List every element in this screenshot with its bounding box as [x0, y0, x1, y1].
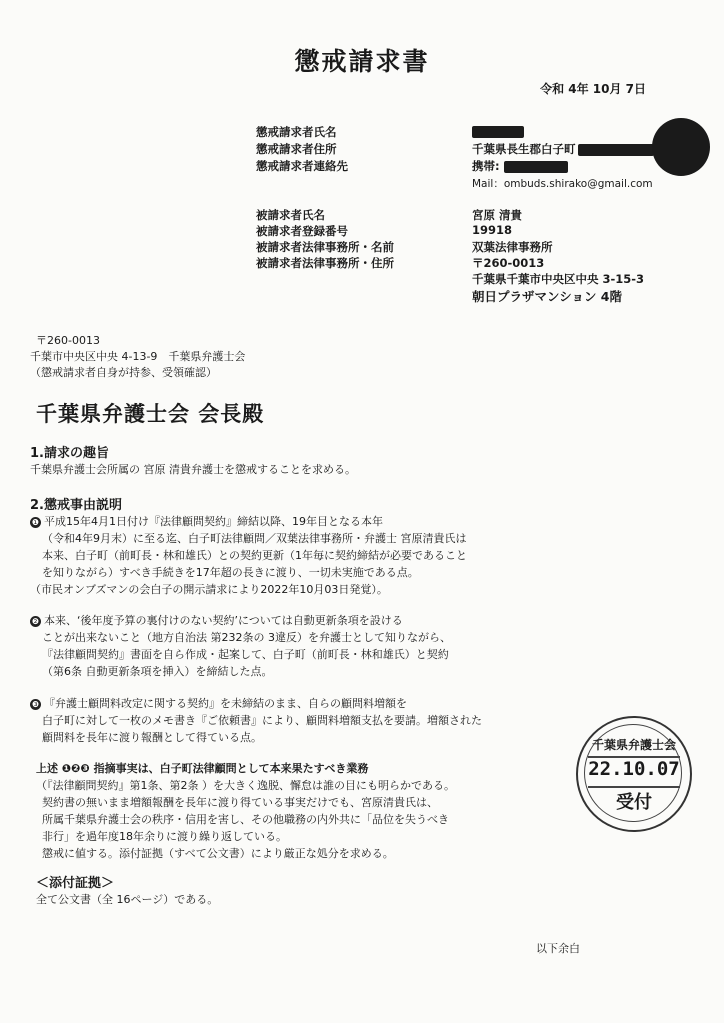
respondent-addr-value: 千葉県千葉市中央区中央 3-15-3	[472, 272, 645, 286]
recipient-note: （懲戒請求者自身が持参、受領確認）	[30, 366, 217, 379]
point1-marker: ❶	[31, 517, 40, 527]
respondent-office-addr-label: 被請求者法律事務所・住所	[256, 256, 394, 270]
stamp-date: 22.10.07	[588, 758, 680, 780]
document-date: 令和 4年 10月 7日	[540, 82, 646, 96]
point1-line1: ❶ 平成15年4月1日付け『法律顧問契約』締結以降、19年目となる本年	[31, 515, 383, 528]
requester-name-redacted	[472, 124, 524, 138]
requester-address-value: 千葉県長生郡白子町	[472, 141, 654, 157]
respondent-name-value: 宮原 清貴	[472, 208, 523, 222]
point2-line4: （第6条 自動更新条項を挿入）を締結した点。	[42, 665, 273, 678]
respondent-reg-value: 19918	[472, 223, 513, 237]
document-title: 懲戒請求書	[294, 47, 430, 76]
respondent-name-label: 被請求者氏名	[256, 208, 325, 222]
point2-line3: 『法律顧問契約』書面を自ら作成・起案して、白子町（前町長・林和雄氏）と契約	[42, 648, 449, 661]
stamp-received: 受付	[616, 792, 652, 813]
section1-body: 千葉県弁護士会所属の 宮原 清貴弁護士を懲戒することを求める。	[30, 463, 356, 476]
stamp-org: 千葉県弁護士会	[591, 738, 676, 752]
summary-line4: 所属千葉県弁護士会の秩序・信用を害し、その他職務の内外共に「品位を失うべき	[42, 813, 449, 826]
point1-line5: （市民オンブズマンの会白子の開示請求により2022年10月03日発覚）。	[30, 583, 388, 596]
requester-address-label: 懲戒請求者住所	[256, 142, 337, 156]
attachment-title: ＜添付証拠＞	[36, 876, 115, 891]
section1-title: 1.請求の趣旨	[30, 446, 109, 461]
respondent-zip-value: 〒260-0013	[472, 256, 545, 270]
point1-line3: 本来、白子町（前町長・林和雄氏）との契約更新（1年毎に契約締結が必要であること	[42, 549, 467, 562]
recipient-heading: 千葉県弁護士会 会長殿	[36, 402, 265, 426]
recipient-zip: 〒260-0013	[36, 334, 100, 347]
point3-line1: ❸ 『弁護士顧問料改定に関する契約』を未締結のまま、自らの顧問料増額を	[31, 697, 407, 710]
summary-line6: 懲戒に値する。添付証拠（すべて公文書）により厳正な処分を求める。	[42, 847, 394, 860]
recipient-address: 千葉市中央区中央 4-13-9 千葉県弁護士会	[30, 350, 246, 363]
summary-line1: 上述 ❶❷❸ 指摘事実は、白子町法律顧問として本来果たすべき業務	[36, 762, 369, 775]
point2-marker: ❷	[31, 616, 40, 626]
requester-phone: 携帯:	[472, 158, 568, 174]
point1-line4: を知りながら）すべき手続きを17年超の長きに渡り、一切未実施である点。	[42, 566, 419, 579]
summary-line3: 契約書の無いまま増額報酬を長年に渡り得ている事実だけでも、宮原清貴氏は、	[42, 796, 438, 809]
requester-name-label: 懲戒請求者氏名	[256, 125, 337, 139]
received-stamp	[576, 716, 692, 832]
point2-line1: ❷ 本来、‘後年度予算の裏付けのない契約’については自動更新条項を設ける	[31, 614, 403, 627]
point3-line3: 顧問料を長年に渡り報酬として得ている点。	[42, 731, 262, 744]
respondent-bldg-value: 朝日プラザマンション 4階	[472, 289, 622, 304]
redaction-circle	[652, 118, 710, 176]
respondent-office-name-label: 被請求者法律事務所・名前	[256, 240, 394, 254]
point2-line2: ことが出来ないこと（地方自治法 第232条の 3違反）を弁護士として知りながら、	[42, 631, 451, 644]
requester-contact-label: 懲戒請求者連絡先	[256, 159, 348, 173]
attachment-body: 全て公文書（全 16ページ）である。	[36, 893, 219, 906]
requester-mail: Mail：ombuds.shirako@gmail.com	[472, 178, 653, 190]
summary-line2: （『法律顧問契約』第1条、第2条 ）を大きく逸脱、懈怠は誰の目にも明らかである。	[36, 779, 455, 792]
footer-note: 以下余白	[536, 942, 580, 955]
respondent-office-value: 双葉法律事務所	[472, 240, 553, 254]
section2-title: 2.懲戒事由説明	[30, 498, 122, 513]
point3-marker: ❸	[31, 699, 40, 709]
point1-line2: （令和4年9月末）に至る迄、白子町法律顧問／双葉法律事務所・弁護士 宮原清貴氏は	[42, 532, 467, 545]
summary-line5: 非行」を過年度18年余りに渡り繰り返している。	[42, 830, 287, 843]
point3-line2: 白子町に対して一枚のメモ書き『ご依頼書』により、顧問料増額支払を要請。増額された	[42, 714, 482, 727]
respondent-reg-label: 被請求者登録番号	[256, 224, 348, 238]
